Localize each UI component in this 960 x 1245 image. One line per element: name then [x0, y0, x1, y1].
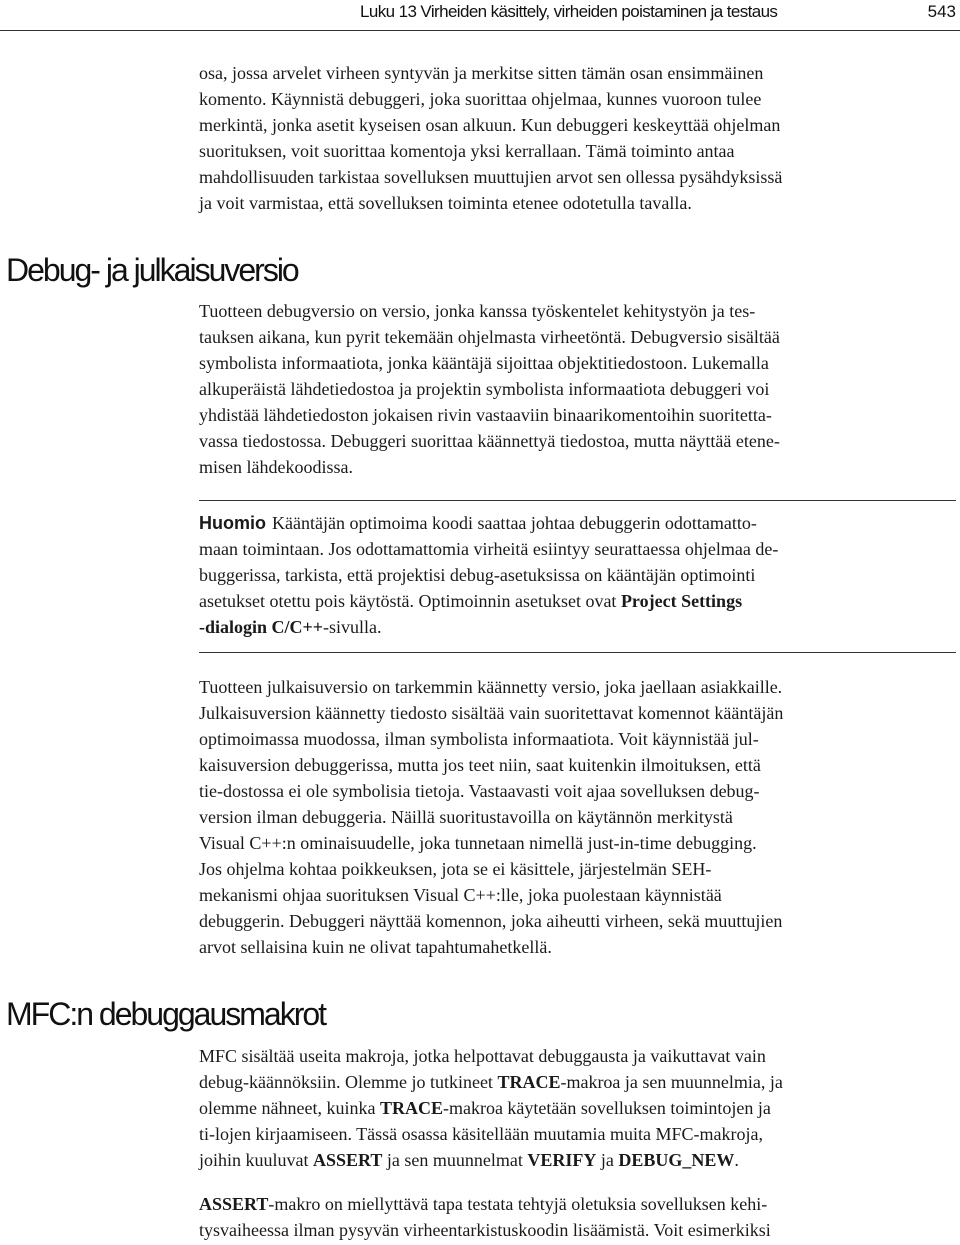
release-version-paragraph	[199, 674, 783, 960]
text-span: -makro on miellyttävä tapa testata tehtyjä oletuksia sovelluksen kehi-	[268, 1194, 768, 1214]
note-box	[199, 510, 778, 640]
text-line: symbolista informaatiota, jonka kääntäjä sijoittaa objektitiedostoon. Lukemalla	[199, 353, 769, 373]
section-heading-debug-release: Debug- ja julkaisuversio	[6, 252, 298, 288]
cpp-term: C/C++	[271, 617, 324, 637]
debug-version-paragraph	[199, 298, 780, 480]
text-span: .	[734, 1150, 739, 1170]
note-text: -sivulla.	[323, 617, 382, 637]
text-span: joihin kuuluvat	[199, 1150, 313, 1170]
text-line: mekanismi ohjaa suorituksen Visual C++:lle, joka puolestaan käynnistää	[199, 885, 722, 905]
text-line: alkuperäistä lähdetiedostoa ja projektin symbolista informaatiota debuggeri voi	[199, 379, 770, 399]
text-line: debuggerin. Debuggeri näyttää komennon, joka aiheutti virheen, sekä muuttujien	[199, 911, 783, 931]
text-line: tysvaiheessa ilman pysyvän virheentarkistuskoodin lisäämistä. Voit esimerkiksi	[199, 1220, 771, 1240]
section-heading-mfc-debug-macros: MFC:n debuggausmakrot	[6, 996, 326, 1032]
text-span: ja	[596, 1150, 619, 1170]
text-line: kaisuversion debuggerissa, mutta jos teet niin, saat kuitenkin ilmoituksen, että	[199, 755, 761, 775]
text-line	[199, 1069, 783, 1095]
text-line	[199, 1095, 783, 1121]
text-span: -makroa ja sen muunnelmia, ja	[560, 1072, 783, 1092]
text-line: komento. Käynnistä debuggeri, joka suorittaa ohjelmaa, kunnes vuoroon tulee	[199, 89, 762, 109]
text-span: -makroa käytetään sovelluksen toimintojen ja	[442, 1098, 771, 1118]
header-rule	[0, 30, 960, 31]
text-line: arvot sellaisina kuin ne olivat tapahtumahetkellä.	[199, 937, 552, 957]
text-line: maan toimintaan. Jos odottamattomia virheitä esiintyy seurattaessa ohjelmaa de-	[199, 539, 779, 559]
text-line	[199, 614, 778, 640]
text-line: merkintä, jonka asetit kyseisen osan alkuun. Kun debuggeri keskeyttää ohjelman	[199, 115, 781, 135]
text-line: ti-lojen kirjaamiseen. Tässä osassa käsitellään muutamia muita MFC-makroja,	[199, 1124, 764, 1144]
text-line: osa, jossa arvelet virheen syntyvän ja merkitse sitten tämän osan ensimmäinen	[199, 63, 764, 83]
text-line: Visual C++:n ominaisuudelle, joka tunnetaan nimellä just-in-time debugging.	[199, 833, 757, 853]
assert-term: ASSERT	[199, 1194, 269, 1214]
text-line: Julkaisuversion käännetty tiedosto sisältää vain suoritettavat komennot kääntäjän	[199, 703, 784, 723]
text-line	[199, 1191, 771, 1217]
text-line: suorituksen, voit suorittaa komentoja yksi kerrallaan. Tämä toiminto antaa	[199, 141, 735, 161]
chapter-title: Luku 13 Virheiden käsittely, virheiden poistaminen ja testaus	[360, 2, 778, 21]
verify-term: VERIFY	[527, 1150, 597, 1170]
text-span: olemme nähneet, kuinka	[199, 1098, 380, 1118]
text-line: Jos ohjelma kohtaa poikkeuksen, jota se ei käsittele, järjestelmän SEH-	[199, 859, 712, 879]
text-line: optimoimassa muodossa, ilman symbolista informaatiota. Voit käynnistää jul-	[199, 729, 759, 749]
note-label: Huomio	[199, 513, 266, 533]
text-span: debug-käännöksiin. Olemme jo tutkineet	[199, 1072, 498, 1092]
assert-term: ASSERT	[313, 1150, 383, 1170]
text-line: vassa tiedostossa. Debuggeri suorittaa käännettyä tiedostoa, mutta näyttää etene-	[199, 431, 780, 451]
trace-term: TRACE	[497, 1072, 561, 1092]
trace-term: TRACE	[379, 1098, 443, 1118]
text-line: buggerissa, tarkista, että projektisi debug-asetuksissa on kääntäjän optimointi	[199, 565, 756, 585]
note-text: asetukset otettu pois käytöstä. Optimoinnin asetukset ovat	[199, 591, 621, 611]
text-line: Tuotteen debugversio on versio, jonka kanssa työskentelet kehitystyön ja tes-	[199, 301, 756, 321]
assert-paragraph	[199, 1191, 771, 1243]
note-top-rule	[199, 500, 956, 501]
project-settings-term: Project Settings	[620, 591, 743, 611]
note-text: Kääntäjän optimoima koodi saattaa johtaa debuggerin odottamatto-	[272, 513, 757, 533]
text-line: tauksen aikana, kun pyrit tekemään ohjelmasta virheetöntä. Debugversio sisältää	[199, 327, 780, 347]
text-span: ja sen muunnelmat	[382, 1150, 528, 1170]
text-line: MFC sisältää useita makroja, jotka helpottavat debuggausta ja vaikuttavat vain	[199, 1046, 766, 1066]
debug-new-term: DEBUG_NEW	[618, 1150, 735, 1170]
text-line: mahdollisuuden tarkistaa sovelluksen muuttujien arvot sen ollessa pysähdyksissä	[199, 167, 783, 187]
text-line	[199, 510, 778, 536]
text-line	[199, 1147, 783, 1173]
dialog-term: -dialogin	[199, 617, 272, 637]
mfc-macros-paragraph	[199, 1043, 783, 1173]
note-bottom-rule	[199, 652, 956, 653]
text-line: Tuotteen julkaisuversio on tarkemmin käännetty versio, joka jaellaan asiakkaille.	[199, 677, 783, 697]
text-line: misen lähdekoodissa.	[199, 457, 353, 477]
running-header	[0, 0, 960, 30]
text-line	[199, 588, 778, 614]
text-line: yhdistää lähdetiedoston jokaisen rivin vastaaviin binaarikomentoihin suoritetta-	[199, 405, 772, 425]
text-line: tie-dostossa ei ole symbolisia tietoja. Vastaavasti voit ajaa sovelluksen debug-	[199, 781, 760, 801]
text-line: version ilman debuggeria. Näillä suoritustavoilla on käytännön merkitystä	[199, 807, 733, 827]
text-line: ja voit varmistaa, että sovelluksen toiminta etenee odotetulla tavalla.	[199, 193, 692, 213]
intro-paragraph	[199, 60, 782, 216]
page-number: 543	[927, 2, 956, 21]
